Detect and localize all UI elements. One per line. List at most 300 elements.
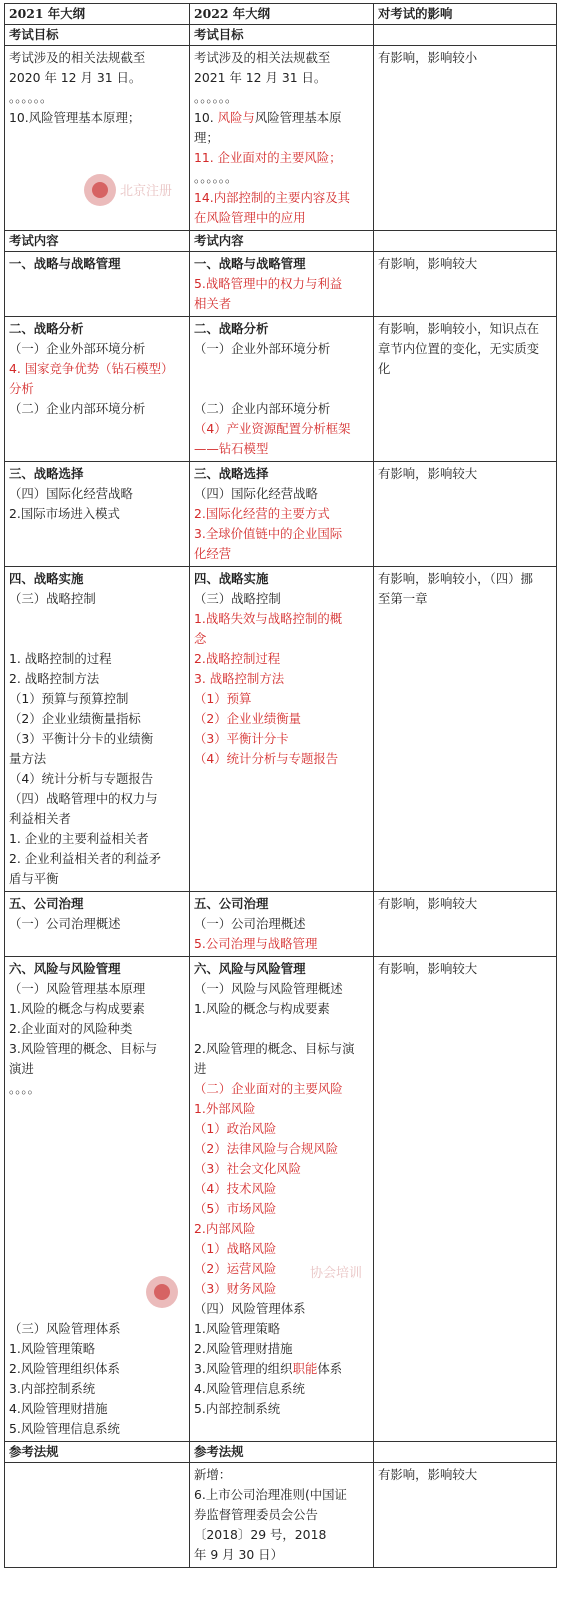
col-impact-cell <box>374 231 557 252</box>
blank-line <box>9 629 185 649</box>
changed-text-line <box>194 1239 369 1259</box>
text-line <box>194 254 369 274</box>
text-segment: 有影响，影响较小 <box>378 50 478 65</box>
text-line <box>378 569 552 589</box>
text-line <box>378 254 552 274</box>
changed-text-segment: 风险与 <box>217 110 255 125</box>
blank-line <box>9 1219 185 1239</box>
text-segment: （4）技术风险 <box>194 1181 277 1196</box>
text-segment: 三、战略选择 <box>194 466 269 481</box>
text-segment: 3.风险管理的组织 <box>194 1361 293 1376</box>
text-segment: （4）统计分析与专题报告 <box>194 751 339 766</box>
text-line <box>194 1442 369 1462</box>
text-segment: 3.全球价值链中的企业国际 <box>194 526 343 541</box>
text-line <box>194 168 369 188</box>
col-impact-cell <box>374 1442 557 1463</box>
col-impact-cell <box>374 957 557 1442</box>
changed-text-line <box>194 649 369 669</box>
text-segment: （三）风险管理体系 <box>9 1321 121 1336</box>
text-line <box>9 254 185 274</box>
col-2021-cell <box>5 4 190 25</box>
text-segment: （3）平衡计分卡 <box>194 731 289 746</box>
changed-text-line <box>194 629 369 649</box>
changed-text-line <box>194 934 369 954</box>
text-segment: 4.风险管理信息系统 <box>194 1381 305 1396</box>
col-impact-cell <box>374 46 557 231</box>
blank-line <box>9 1239 185 1259</box>
text-segment: 2.风险管理组织体系 <box>9 1361 120 1376</box>
text-segment: 考试目标 <box>194 27 244 42</box>
text-segment: 3. 战略控制方法 <box>194 671 285 686</box>
text-segment: 3.内部控制系统 <box>9 1381 96 1396</box>
changed-text-line <box>194 544 369 564</box>
text-line <box>194 319 369 339</box>
text-segment: 四、战略实施 <box>194 571 269 586</box>
text-segment: 五、公司治理 <box>194 896 269 911</box>
text-segment: 10. <box>194 110 218 125</box>
changed-text-line <box>194 524 369 544</box>
changed-text-line <box>9 359 185 379</box>
text-line <box>9 48 185 68</box>
watermark-seal-icon <box>84 174 116 206</box>
text-segment: 考试内容 <box>9 233 59 248</box>
text-segment: （二）企业内部环境分析 <box>9 401 146 416</box>
text-segment: 券监督管理委员会公告 <box>194 1507 318 1522</box>
text-segment: 。。。。 <box>9 1081 40 1096</box>
text-segment: 五、公司治理 <box>9 896 84 911</box>
changed-text-line <box>194 1139 369 1159</box>
col-2022-cell <box>190 317 374 462</box>
changed-text-line <box>194 1099 369 1119</box>
text-segment: 风险管理基本原 <box>254 110 342 125</box>
text-line <box>194 4 369 24</box>
text-line <box>194 1059 369 1079</box>
blank-line <box>194 1019 369 1039</box>
text-line <box>9 979 185 999</box>
table-row <box>5 231 557 252</box>
col-2021-cell <box>5 252 190 317</box>
col-impact-cell <box>374 462 557 567</box>
text-segment: 4. 国家竞争优势（钻石模型） <box>9 361 174 376</box>
blank-line <box>9 1199 185 1219</box>
text-line <box>378 48 552 68</box>
text-line <box>194 108 369 128</box>
text-segment: （2）运营风险 <box>194 1261 277 1276</box>
changed-text-line <box>194 188 369 208</box>
text-segment: （5）市场风险 <box>194 1201 277 1216</box>
watermark-seal-icon <box>146 1276 178 1308</box>
text-segment: （1）政治风险 <box>194 1121 277 1136</box>
col-impact-cell <box>374 252 557 317</box>
text-segment: 对考试的影响 <box>378 6 453 21</box>
table-row <box>5 317 557 462</box>
col-2021-cell <box>5 892 190 957</box>
outline-comparison-table <box>4 3 557 1568</box>
text-segment: 盾与平衡 <box>9 871 59 886</box>
text-segment: 5.风险管理信息系统 <box>9 1421 120 1436</box>
text-segment: 1.外部风险 <box>194 1101 256 1116</box>
changed-text-line <box>194 1219 369 1239</box>
text-segment: 3.风险管理的概念、目标与 <box>9 1041 158 1056</box>
text-segment: （一）企业外部环境分析 <box>9 341 146 356</box>
text-segment: 。。。。。。 <box>194 90 238 105</box>
text-line <box>9 749 185 769</box>
text-line <box>9 484 185 504</box>
text-segment: （一）风险管理基本原理 <box>9 981 146 996</box>
changed-text-line <box>194 689 369 709</box>
text-line <box>194 339 369 359</box>
col-2022-cell <box>190 1463 374 1568</box>
text-line <box>194 464 369 484</box>
text-line <box>194 1505 369 1525</box>
blank-line <box>9 1119 185 1139</box>
changed-text-line <box>194 439 369 459</box>
col-2021-cell <box>5 317 190 462</box>
text-segment: 考试涉及的相关法规截至 <box>194 50 331 65</box>
col-2022-cell <box>190 462 374 567</box>
text-line <box>9 464 185 484</box>
changed-text-line <box>194 709 369 729</box>
text-line <box>9 1059 185 1079</box>
watermark-text: 北京注册 <box>120 184 173 199</box>
col-impact-cell <box>374 317 557 462</box>
table-row <box>5 25 557 46</box>
col-2022-cell <box>190 252 374 317</box>
text-segment: （1）预算与预算控制 <box>9 691 129 706</box>
text-segment: 四、战略实施 <box>9 571 84 586</box>
text-segment: 有影响，影响较大 <box>378 896 478 911</box>
text-segment: （四）国际化经营战略 <box>194 486 318 501</box>
text-segment: 在风险管理中的应用 <box>194 210 306 225</box>
text-line <box>194 1299 369 1319</box>
changed-text-line <box>9 379 185 399</box>
col-2021-cell <box>5 462 190 567</box>
text-segment: （一）公司治理概述 <box>194 916 306 931</box>
changed-text-line <box>194 1159 369 1179</box>
text-segment: （四）风险管理体系 <box>194 1301 306 1316</box>
text-segment: 一、战略与战略管理 <box>194 256 306 271</box>
text-line <box>194 999 369 1019</box>
text-segment: 1. 企业的主要利益相关者 <box>9 831 149 846</box>
text-line <box>9 689 185 709</box>
blank-line <box>194 359 369 379</box>
text-segment: 二、战略分析 <box>9 321 84 336</box>
text-segment: 11. 企业面对的主要风险； <box>194 150 342 165</box>
text-line <box>194 1465 369 1485</box>
text-segment: 2021 年 12 月 31 日。 <box>194 70 327 85</box>
text-line <box>9 339 185 359</box>
changed-text-line <box>194 274 369 294</box>
text-segment: 2.国际市场进入模式 <box>9 506 120 521</box>
blank-line <box>9 1159 185 1179</box>
col-2021-cell <box>5 1442 190 1463</box>
text-segment: （三）战略控制 <box>194 591 281 606</box>
text-segment: （2）法律风险与合规风险 <box>194 1141 339 1156</box>
text-line <box>9 1379 185 1399</box>
text-line <box>378 959 552 979</box>
text-segment: 考试目标 <box>9 27 59 42</box>
col-2022-cell <box>190 567 374 892</box>
text-line <box>9 25 185 45</box>
text-line <box>194 128 369 148</box>
text-segment: （2）企业业绩衡量指标 <box>9 711 141 726</box>
text-line <box>9 669 185 689</box>
text-segment: 。。。。。。 <box>9 90 53 105</box>
text-segment: 2.企业面对的风险种类 <box>9 1021 133 1036</box>
changed-text-line <box>194 1279 369 1299</box>
text-segment: （四）战略管理中的权力与 <box>9 791 158 806</box>
text-segment: 有影响，影响较小，（四）挪 <box>378 571 533 586</box>
text-segment: 1.风险的概念与构成要素 <box>194 1001 330 1016</box>
col-2021-cell <box>5 567 190 892</box>
text-line <box>9 1399 185 1419</box>
text-segment: （四）国际化经营战略 <box>9 486 133 501</box>
text-line <box>9 649 185 669</box>
text-segment: 6.上市公司治理准则(中国证 <box>194 1487 347 1502</box>
text-line <box>9 1442 185 1462</box>
blank-line <box>9 1179 185 1199</box>
text-segment: 2020 年 12 月 31 日。 <box>9 70 142 85</box>
text-line <box>194 1359 369 1379</box>
text-line <box>9 569 185 589</box>
text-segment: 相关者 <box>194 296 232 311</box>
changed-text-line <box>194 1199 369 1219</box>
text-segment: 演进 <box>9 1061 34 1076</box>
table-row <box>5 892 557 957</box>
changed-text-line <box>194 294 369 314</box>
text-segment: 〔2018〕29 号，2018 <box>194 1527 327 1542</box>
text-line <box>9 504 185 524</box>
text-line <box>194 48 369 68</box>
text-line <box>194 1525 369 1545</box>
text-line <box>9 231 185 251</box>
col-2022-cell <box>190 892 374 957</box>
text-line <box>9 319 185 339</box>
text-segment: 进 <box>194 1061 207 1076</box>
text-segment: 14.内部控制的主要内容及其 <box>194 190 351 205</box>
text-line <box>9 1419 185 1439</box>
text-segment: 化经营 <box>194 546 232 561</box>
changed-text-line <box>194 669 369 689</box>
text-line <box>194 959 369 979</box>
text-segment: 一、战略与战略管理 <box>9 256 121 271</box>
text-line <box>378 339 552 359</box>
text-line <box>194 68 369 88</box>
text-line <box>194 88 369 108</box>
text-segment: 考试内容 <box>194 233 244 248</box>
watermark-text: 协会培训 <box>310 1266 363 1281</box>
text-segment: 三、战略选择 <box>9 466 84 481</box>
text-line <box>9 4 185 24</box>
text-line <box>9 894 185 914</box>
table-row <box>5 567 557 892</box>
text-line <box>9 789 185 809</box>
text-segment: 2.内部风险 <box>194 1221 256 1236</box>
table-row <box>5 462 557 567</box>
text-segment: 5.公司治理与战略管理 <box>194 936 318 951</box>
text-segment: 2.风险管理财措施 <box>194 1341 293 1356</box>
col-2021-cell <box>5 957 190 1442</box>
text-line <box>378 894 552 914</box>
text-segment: （一）风险与风险管理概述 <box>194 981 343 996</box>
text-line <box>9 729 185 749</box>
text-line <box>378 464 552 484</box>
text-segment: 2. 企业利益相关者的利益矛 <box>9 851 162 866</box>
text-segment: （一）企业外部环境分析 <box>194 341 331 356</box>
text-line <box>378 319 552 339</box>
text-segment: 4.风险管理财措施 <box>9 1401 108 1416</box>
table-row <box>5 1442 557 1463</box>
col-impact-cell <box>374 25 557 46</box>
text-line <box>9 1359 185 1379</box>
text-line <box>9 88 185 108</box>
text-line <box>194 484 369 504</box>
text-segment: 1.风险管理策略 <box>194 1321 281 1336</box>
text-segment: 有影响，影响较大 <box>378 256 478 271</box>
text-segment: 5.内部控制系统 <box>194 1401 281 1416</box>
col-impact-cell <box>374 567 557 892</box>
text-line <box>194 569 369 589</box>
text-segment: 2. 战略控制方法 <box>9 671 100 686</box>
col-2022-cell <box>190 957 374 1442</box>
changed-text-line <box>194 1079 369 1099</box>
text-segment: 2022 年大纲 <box>194 6 270 21</box>
text-line <box>194 914 369 934</box>
text-segment: 1.战略失效与战略控制的概 <box>194 611 343 626</box>
text-segment: （3）社会文化风险 <box>194 1161 302 1176</box>
text-segment: 2021 年大纲 <box>9 6 85 21</box>
text-line <box>9 108 185 128</box>
blank-line <box>9 609 185 629</box>
text-line <box>9 999 185 1019</box>
table-row <box>5 1463 557 1568</box>
text-segment: 二、战略分析 <box>194 321 269 336</box>
blank-line <box>194 379 369 399</box>
text-line <box>194 1339 369 1359</box>
col-2021-cell <box>5 231 190 252</box>
text-segment: 有影响，影响较大 <box>378 1467 478 1482</box>
text-segment: （2）企业业绩衡量 <box>194 711 302 726</box>
col-2022-cell <box>190 4 374 25</box>
text-line <box>9 769 185 789</box>
text-line <box>9 1339 185 1359</box>
text-segment: 体系 <box>317 1361 343 1376</box>
text-line <box>194 1319 369 1339</box>
table-row <box>5 957 557 1442</box>
text-segment: 念 <box>194 631 207 646</box>
text-segment: 2.国际化经营的主要方式 <box>194 506 330 521</box>
table-row <box>5 4 557 25</box>
text-line <box>9 68 185 88</box>
text-line <box>194 1545 369 1565</box>
text-segment: （4）统计分析与专题报告 <box>9 771 154 786</box>
text-line <box>9 869 185 889</box>
text-line <box>194 589 369 609</box>
text-segment: 有影响，影响较大 <box>378 961 478 976</box>
text-segment: 章节内位置的变化，无实质变 <box>378 341 540 356</box>
blank-line <box>9 1099 185 1119</box>
text-segment: 2.战略控制过程 <box>194 651 281 666</box>
col-2022-cell <box>190 25 374 46</box>
changed-text-line <box>194 419 369 439</box>
text-line <box>194 25 369 45</box>
text-segment: 量方法 <box>9 751 47 766</box>
text-segment: 考试涉及的相关法规截至 <box>9 50 146 65</box>
text-segment: 2.风险管理的概念、目标与演 <box>194 1041 355 1056</box>
text-segment: 利益相关者 <box>9 811 71 826</box>
text-line <box>194 231 369 251</box>
col-impact-cell <box>374 1463 557 1568</box>
text-line <box>9 1319 185 1339</box>
text-line <box>9 399 185 419</box>
changed-text-line <box>194 729 369 749</box>
text-segment: 5.战略管理中的权力与利益 <box>194 276 343 291</box>
table-row <box>5 252 557 317</box>
text-line <box>9 709 185 729</box>
text-segment: 有影响，影响较小，知识点在 <box>378 321 540 336</box>
text-segment: 新增： <box>194 1467 232 1482</box>
text-line <box>378 589 552 609</box>
text-line <box>9 1039 185 1059</box>
text-segment: 。。。。。。 <box>194 170 238 185</box>
text-segment: 六、风险与风险管理 <box>194 961 306 976</box>
text-line <box>194 1485 369 1505</box>
changed-text-line <box>194 148 369 168</box>
text-line <box>194 1399 369 1419</box>
text-segment: 六、风险与风险管理 <box>9 961 121 976</box>
text-line <box>9 849 185 869</box>
text-segment: 参考法规 <box>194 1444 244 1459</box>
col-2021-cell <box>5 25 190 46</box>
text-segment: 1. 战略控制的过程 <box>9 651 112 666</box>
changed-text-line <box>194 1179 369 1199</box>
text-segment: 至第一章 <box>378 591 428 606</box>
text-line <box>378 4 552 24</box>
text-line <box>194 1379 369 1399</box>
text-line <box>9 914 185 934</box>
changed-text-line <box>194 504 369 524</box>
col-2022-cell <box>190 231 374 252</box>
text-segment: （一）公司治理概述 <box>9 916 121 931</box>
text-segment: 分析 <box>9 381 34 396</box>
text-line <box>194 979 369 999</box>
text-segment: （3）平衡计分卡的业绩衡 <box>9 731 154 746</box>
changed-text-line <box>194 208 369 228</box>
text-line <box>378 1465 552 1485</box>
col-2022-cell <box>190 46 374 231</box>
col-impact-cell <box>374 892 557 957</box>
table-row <box>5 46 557 231</box>
changed-text-line <box>194 1119 369 1139</box>
text-segment: 1.风险的概念与构成要素 <box>9 1001 145 1016</box>
text-segment: （二）企业内部环境分析 <box>194 401 331 416</box>
col-2022-cell <box>190 1442 374 1463</box>
text-line <box>194 894 369 914</box>
col-impact-cell <box>374 4 557 25</box>
text-line <box>378 359 552 379</box>
text-line <box>194 399 369 419</box>
text-segment: 化 <box>378 361 391 376</box>
text-segment: 1.风险管理策略 <box>9 1341 96 1356</box>
text-line <box>9 1079 185 1099</box>
text-line <box>9 1019 185 1039</box>
text-line <box>9 959 185 979</box>
text-segment: 10.风险管理基本原理； <box>9 110 141 125</box>
text-segment: ——钻石模型 <box>194 441 269 456</box>
text-segment: （3）财务风险 <box>194 1281 277 1296</box>
text-line <box>194 1039 369 1059</box>
text-line <box>9 809 185 829</box>
